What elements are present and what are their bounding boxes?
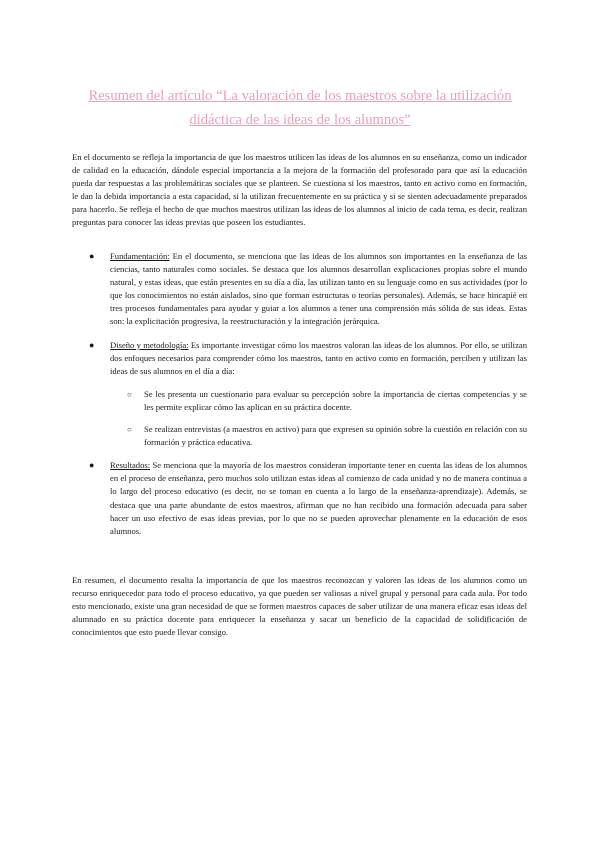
circle-bullet-icon: ○ — [127, 389, 132, 399]
bullet-resultados — [72, 459, 527, 538]
bullet-label: Fundamentación: — [110, 251, 170, 261]
bullet-dot-icon: ● — [89, 460, 95, 471]
bullet-list — [72, 250, 527, 538]
bullet-diseno-metodologia — [72, 339, 527, 450]
bullet-text: Es importante investigar cómo los maestros valoran las ideas de los alumnos. Por ello, se utilizan dos enfoques necesarios para comprender cómo los maestros, tanto en activo como en formación, perciben y utilizan las ideas de sus alumnos en el día a día: — [110, 339, 527, 376]
intro-paragraph: En el documento se refleja la importancia de que los maestros utilicen las ideas de los alumnos en su enseñanza, como un indicador de calidad en la educación, dándole especial importancia a la mejora de la formación del profesorado para que así la educación pueda dar respuestas a las problemáticas sociales que se planteen. Se cuestiona si los maestros, tanto en activo como en formación, le dan la debida importancia a esta capacidad, si la utilizan frecuentemente en su práctica y si se sienten adecuadamente preparados para hacerlo. Se refleja el hecho de que muchos maestros utilizan las ideas de los alumnos al inicio de cada tema, es decir, realizan preguntas para conocer las ideas previas que poseen los estudiantes. — [72, 151, 527, 228]
bullet-text: Se menciona que la mayoría de los maestros consideran importante tener en cuenta las ideas de los alumnos en el proceso de enseñanza, pero muchos solo utilizan estas ideas al comienzo de cada unidad y no de manera continua a lo largo del proceso educativo (es decir, no se toman en cuenta a lo largo de la enseñanza-aprendizaje). Además, se destaca que una parte abundante de estos maestros, afirman que no han recibido una formación adecuada para saber hacer un uso efectivo de esas ideas previas, por lo que no se pueden aprovechar plenamente en la educación de esos alumnos. — [110, 460, 527, 536]
bullet-label: Resultados: — [110, 460, 151, 471]
sub-bullet-text: Se realizan entrevistas (a maestros en activo) para que expresen su opinión sobre la cuestión en relación con su formación y práctica educativa. — [144, 424, 527, 448]
bullet-dot-icon: ● — [89, 251, 95, 261]
sub-bullet-text: Se les presenta un cuestionario para evaluar su percepción sobre la importancia de ciertas competencias y se les permite explicar cómo las aplican en su práctica docente. — [144, 388, 527, 412]
summary-paragraph: En resumen, el documento resalta la importancia de que los maestros reconozcan y valoren las ideas de los alumnos como un recurso enriquecedor para todo el proceso educativo, ya que pueden ser valiosas a nivel grupal y personal para cada aula. Por todo esto mencionado, existe una gran necesidad de que se formen maestros capaces de saber utilizar de una manera eficaz esas ideas del alumnado en su práctica docente para enriquecer la enseñanza y sacar un beneficio de la capacidad de solidificación de conocimientos que esto puede llevar consigo. — [72, 574, 527, 637]
sub-bullet-list — [110, 388, 527, 449]
sub-bullet-entrevistas — [110, 423, 527, 449]
circle-bullet-icon: ○ — [127, 425, 132, 435]
sub-bullet-cuestionario — [110, 388, 527, 414]
document-title: Resumen del artículo “La valoración de los maestros sobre la utilización didáctica de las ideas de los alumnos” — [88, 88, 512, 128]
bullet-label: Diseño y metodología: — [110, 339, 189, 350]
bullet-fundamentacion — [72, 250, 527, 329]
bullet-dot-icon: ● — [89, 339, 95, 350]
bullet-text: En el documento, se menciona que las ideas de los alumnos son importantes en la enseñanza de las ciencias, tanto naturales como sociales. Se destaca que los alumnos desarrollan explicaciones propias sobre el mundo natural, y estas ideas, que están presentes en su día a día, las utilizan tanto en su lenguaje como en sus actividades (por lo que los conocimientos no están aislados, sino que forman estructuras o teorías personales). Además, se hace hincapié en tres procesos fundamentales para ayudar y guiar a los alumnos a tener una comprensión más sólida de sus ideas. Estas son: la explicitación progresiva, la reestructuración y la integración jerárquica. — [110, 251, 527, 327]
